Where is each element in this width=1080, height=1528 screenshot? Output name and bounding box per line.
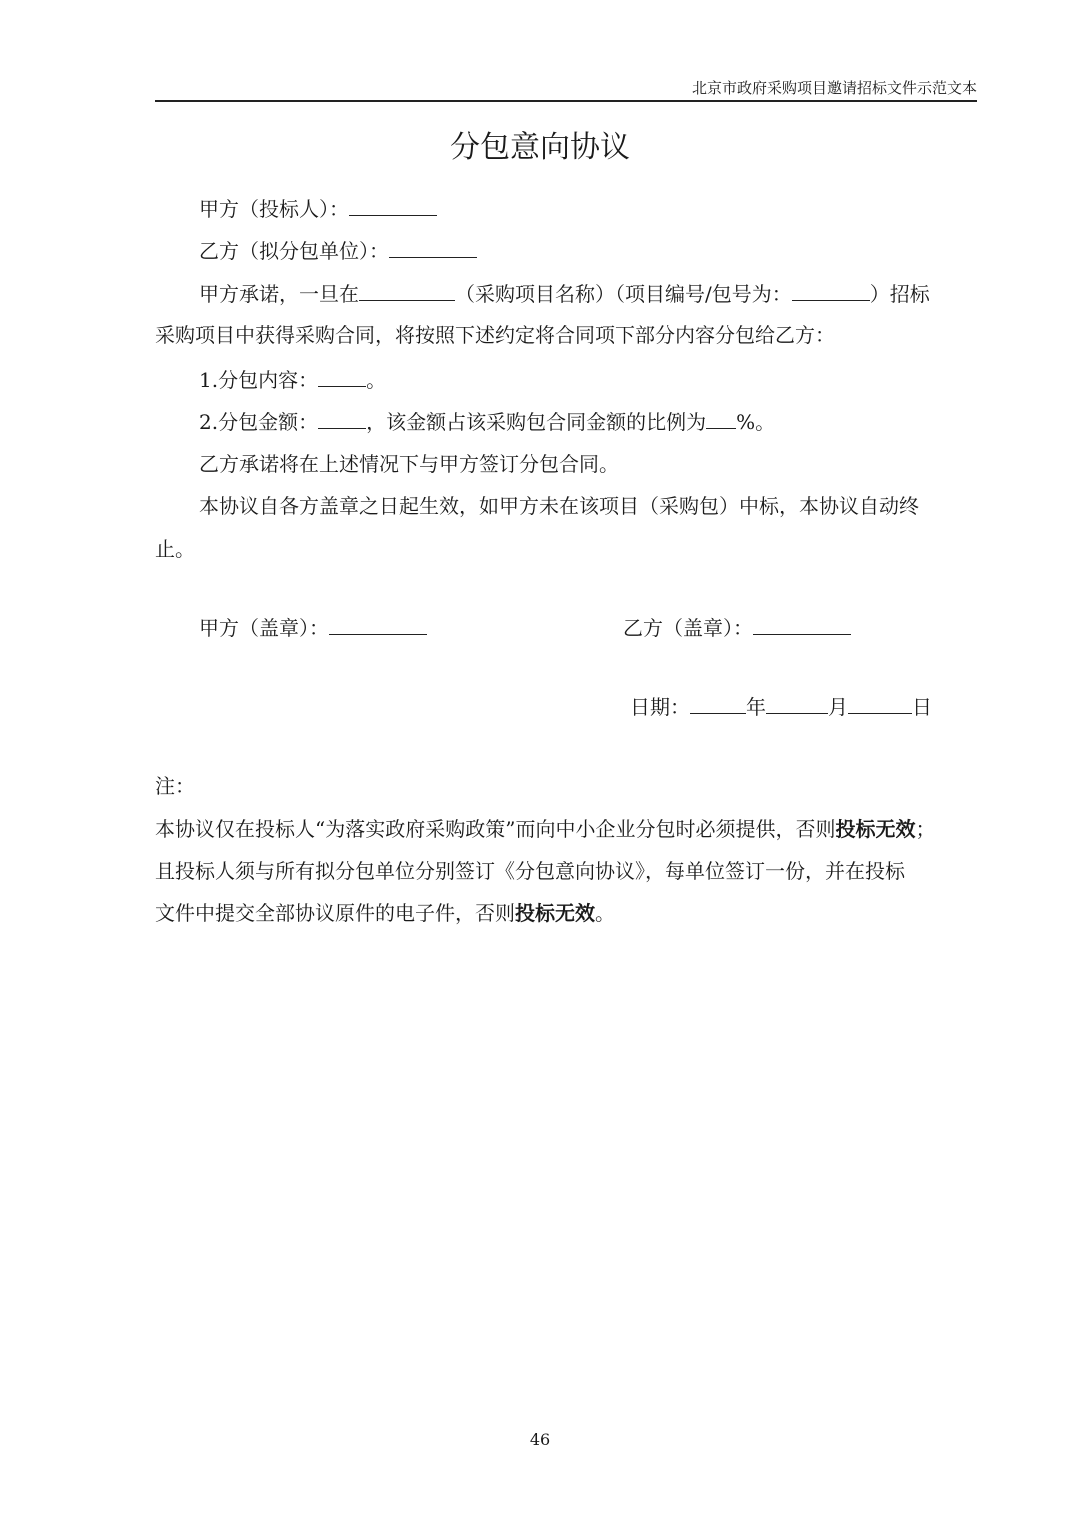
document-title: 分包意向协议 (450, 130, 630, 165)
date-line (630, 693, 932, 720)
commitment-line-2: 采购项目中获得采购合同，将按照下述约定将合同项下部分内容分包给乙方： (155, 323, 835, 347)
party-a-seal-line (199, 614, 427, 641)
item-1-label: 1.分包内容： (199, 368, 319, 392)
party-b-seal-label: 乙方（盖章）： (623, 616, 753, 640)
month-blank (766, 693, 828, 714)
project-name-blank (359, 280, 455, 301)
page-number: 46 (529, 1430, 551, 1449)
note-line-1-end: ； (915, 817, 936, 841)
item-2-line (199, 408, 775, 435)
party-b-seal-line (623, 614, 851, 641)
year-label: 年 (746, 695, 766, 719)
note-line-3-emphasis: 投标无效 (515, 901, 595, 925)
commitment-text-2: （采购项目名称）（项目编号/包号为： (455, 282, 792, 306)
date-label: 日期： (630, 695, 690, 719)
subcontract-content-blank (318, 366, 366, 387)
party-b-label: 乙方（拟分包单位）： (199, 239, 389, 263)
commitment-line-1 (199, 280, 930, 307)
note-label: 注： (155, 774, 195, 798)
project-number-blank (792, 280, 870, 301)
party-a-seal-label: 甲方（盖章）： (199, 616, 329, 640)
header-text: 北京市政府采购项目邀请招标文件示范文本 (691, 79, 977, 97)
note-line-1-emphasis: 投标无效 (835, 817, 916, 841)
item-2-middle: ，该金额占该采购包合同金额的比例为 (366, 410, 707, 434)
note-line-3-end: 。 (595, 901, 615, 925)
note-line-1-text: 本协议仅在投标人“为落实政府采购政策”而向中小企业分包时必须提供，否则 (155, 817, 836, 841)
commitment-text-1: 甲方承诺，一旦在 (199, 282, 359, 306)
item-2-end: %。 (736, 410, 776, 434)
note-line-3 (155, 900, 615, 926)
percentage-blank (706, 408, 736, 429)
party-b-commitment: 乙方承诺将在上述情况下与甲方签订分包合同。 (199, 452, 619, 476)
party-b-seal-blank (753, 614, 851, 635)
validity-line-1: 本协议自各方盖章之日起生效，如甲方未在该项目（采购包）中标，本协议自动终 (199, 494, 919, 518)
party-a-line (199, 195, 437, 222)
note-line-2: 且投标人须与所有拟分包单位分别签订《分包意向协议》，每单位签订一份，并在投标 (155, 859, 905, 883)
party-a-label: 甲方（投标人）： (199, 197, 349, 221)
item-2-label: 2.分包金额： (199, 410, 319, 434)
note-line-1 (155, 816, 935, 842)
party-b-line (199, 237, 477, 264)
item-1-end: 。 (366, 368, 387, 392)
day-blank (848, 693, 912, 714)
party-b-blank (389, 237, 477, 258)
item-1-line (199, 366, 386, 393)
note-line-3-text: 文件中提交全部协议原件的电子件，否则 (155, 901, 515, 925)
year-blank (690, 693, 746, 714)
commitment-text-3: ）招标 (869, 282, 930, 306)
month-label: 月 (828, 695, 848, 719)
party-a-seal-blank (329, 614, 427, 635)
subcontract-amount-blank (318, 408, 366, 429)
validity-line-2: 止。 (155, 537, 195, 561)
party-a-blank (349, 195, 437, 216)
day-label: 日 (912, 695, 932, 719)
page-header (155, 76, 977, 102)
